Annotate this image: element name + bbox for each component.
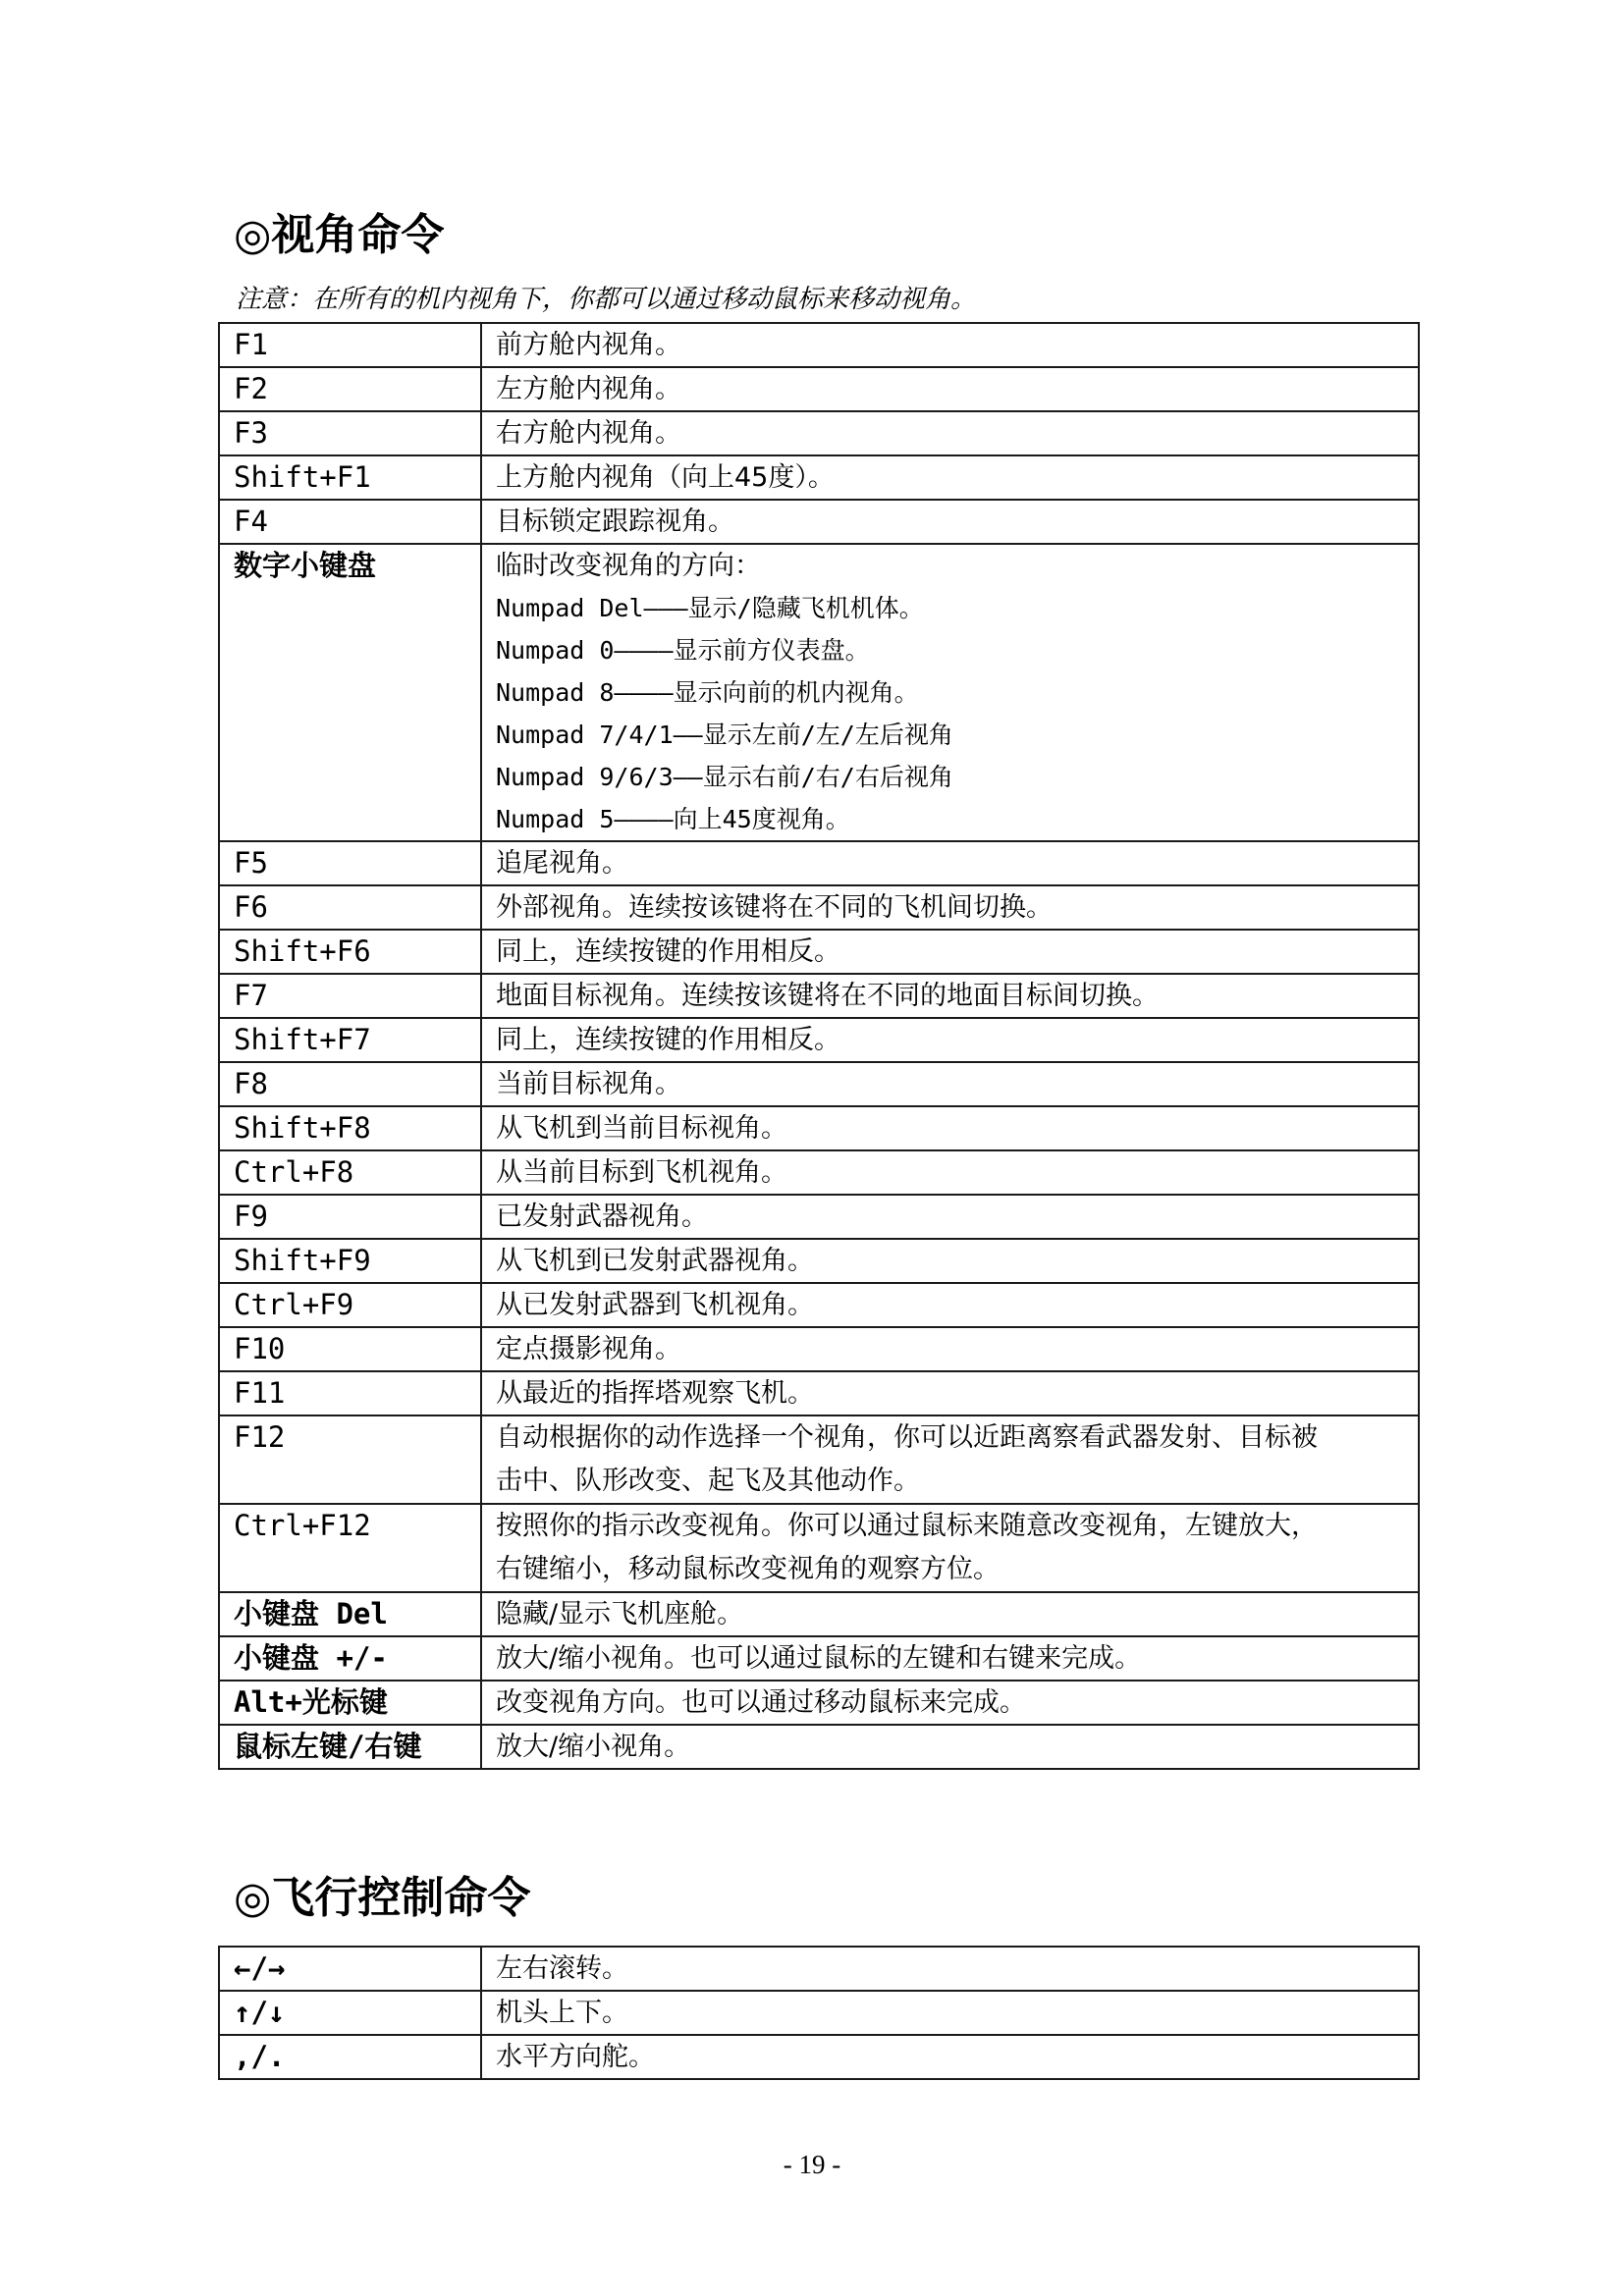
desc-cell: 隐藏/显示飞机座舱。 bbox=[481, 1592, 1419, 1636]
table-row bbox=[219, 885, 1419, 930]
desc-cell: 改变视角方向。也可以通过移动鼠标来完成。 bbox=[481, 1681, 1419, 1725]
table-row bbox=[219, 1681, 1419, 1725]
table-row bbox=[219, 1195, 1419, 1239]
key-cell: F7 bbox=[219, 974, 481, 1018]
table-row bbox=[219, 974, 1419, 1018]
key-cell: F6 bbox=[219, 885, 481, 930]
desc-cell: 目标锁定跟踪视角。 bbox=[481, 500, 1419, 544]
desc-cell bbox=[481, 1415, 1419, 1504]
key-cell: ←/→ bbox=[219, 1947, 481, 1991]
desc-cell: 追尾视角。 bbox=[481, 841, 1419, 885]
desc-line: 击中、队形改变、起飞及其他动作。 bbox=[496, 1466, 920, 1496]
desc-line: 按照你的指示改变视角。你可以通过鼠标来随意改变视角，左键放大， bbox=[496, 1511, 1318, 1541]
numpad-line: Numpad 5————向上45度视角。 bbox=[496, 805, 850, 833]
key-cell: F8 bbox=[219, 1062, 481, 1106]
desc-cell: 已发射武器视角。 bbox=[481, 1195, 1419, 1239]
desc-cell: 同上，连续按键的作用相反。 bbox=[481, 930, 1419, 974]
table-row bbox=[219, 544, 1419, 841]
table-row bbox=[219, 2035, 1419, 2079]
key-cell: F2 bbox=[219, 367, 481, 411]
key-cell: 小键盘 Del bbox=[219, 1592, 481, 1636]
key-cell: F12 bbox=[219, 1415, 481, 1504]
key-cell: Ctrl+F12 bbox=[219, 1504, 481, 1592]
table-row bbox=[219, 1636, 1419, 1681]
view-commands-table bbox=[218, 322, 1420, 1770]
key-cell: Ctrl+F9 bbox=[219, 1283, 481, 1327]
key-cell: F1 bbox=[219, 323, 481, 367]
key-cell: Shift+F6 bbox=[219, 930, 481, 974]
table-row bbox=[219, 1239, 1419, 1283]
table-row bbox=[219, 411, 1419, 455]
key-cell: F5 bbox=[219, 841, 481, 885]
view-note: 注意：在所有的机内视角下，你都可以通过移动鼠标来移动视角。 bbox=[236, 285, 977, 314]
desc-cell: 右方舱内视角。 bbox=[481, 411, 1419, 455]
flight-control-title: ◎飞行控制命令 bbox=[234, 1873, 531, 1923]
numpad-line: Numpad 9/6/3——显示右前/右/右后视角 bbox=[496, 763, 953, 791]
desc-cell: 外部视角。连续按该键将在不同的飞机间切换。 bbox=[481, 885, 1419, 930]
desc-cell: 上方舱内视角（向上45度）。 bbox=[481, 455, 1419, 500]
view-commands-title: ◎视角命令 bbox=[234, 210, 445, 260]
table-row bbox=[219, 1150, 1419, 1195]
table-row bbox=[219, 323, 1419, 367]
flight-control-table bbox=[218, 1946, 1420, 2080]
desc-cell: 地面目标视角。连续按该键将在不同的地面目标间切换。 bbox=[481, 974, 1419, 1018]
table-row bbox=[219, 1725, 1419, 1769]
desc-cell: 机头上下。 bbox=[481, 1991, 1419, 2035]
key-cell: Ctrl+F8 bbox=[219, 1150, 481, 1195]
desc-cell: 当前目标视角。 bbox=[481, 1062, 1419, 1106]
key-cell: F11 bbox=[219, 1371, 481, 1415]
desc-cell bbox=[481, 544, 1419, 841]
desc-cell: 放大/缩小视角。也可以通过鼠标的左键和右键来完成。 bbox=[481, 1636, 1419, 1681]
desc-cell: 左方舱内视角。 bbox=[481, 367, 1419, 411]
numpad-line: Numpad 8————显示向前的机内视角。 bbox=[496, 678, 919, 707]
table-row bbox=[219, 1371, 1419, 1415]
table-row bbox=[219, 1592, 1419, 1636]
key-cell: 小键盘 +/- bbox=[219, 1636, 481, 1681]
desc-cell: 从飞机到当前目标视角。 bbox=[481, 1106, 1419, 1150]
numpad-line: Numpad Del———显示/隐藏飞机机体。 bbox=[496, 594, 924, 622]
table-row bbox=[219, 1504, 1419, 1592]
table-row bbox=[219, 500, 1419, 544]
page-number: - 19 - bbox=[783, 2150, 841, 2179]
key-cell: 数字小键盘 bbox=[219, 544, 481, 841]
key-cell: F10 bbox=[219, 1327, 481, 1371]
table-row bbox=[219, 1106, 1419, 1150]
table-row bbox=[219, 1991, 1419, 2035]
desc-cell: 前方舱内视角。 bbox=[481, 323, 1419, 367]
key-cell: F4 bbox=[219, 500, 481, 544]
table-row bbox=[219, 1947, 1419, 1991]
key-cell: Alt+光标键 bbox=[219, 1681, 481, 1725]
desc-cell: 放大/缩小视角。 bbox=[481, 1725, 1419, 1769]
desc-cell: 从飞机到已发射武器视角。 bbox=[481, 1239, 1419, 1283]
desc-line: 临时改变视角的方向： bbox=[496, 551, 761, 581]
numpad-line: Numpad 7/4/1——显示左前/左/左后视角 bbox=[496, 721, 953, 749]
table-row bbox=[219, 1415, 1419, 1504]
table-row bbox=[219, 841, 1419, 885]
key-cell: 鼠标左键/右键 bbox=[219, 1725, 481, 1769]
desc-cell: 同上，连续按键的作用相反。 bbox=[481, 1018, 1419, 1062]
table-row bbox=[219, 1327, 1419, 1371]
key-cell: ↑/↓ bbox=[219, 1991, 481, 2035]
numpad-line: Numpad 0————显示前方仪表盘。 bbox=[496, 636, 870, 665]
table-row bbox=[219, 367, 1419, 411]
desc-cell: 定点摄影视角。 bbox=[481, 1327, 1419, 1371]
table-row bbox=[219, 1062, 1419, 1106]
desc-line: 右键缩小，移动鼠标改变视角的观察方位。 bbox=[496, 1554, 1000, 1584]
desc-cell: 水平方向舵。 bbox=[481, 2035, 1419, 2079]
desc-line: 自动根据你的动作选择一个视角，你可以近距离察看武器发射、目标被 bbox=[496, 1422, 1318, 1453]
table-row bbox=[219, 1018, 1419, 1062]
desc-cell: 左右滚转。 bbox=[481, 1947, 1419, 1991]
key-cell: ,/. bbox=[219, 2035, 481, 2079]
key-cell: Shift+F7 bbox=[219, 1018, 481, 1062]
key-cell: F3 bbox=[219, 411, 481, 455]
desc-cell bbox=[481, 1504, 1419, 1592]
table-row bbox=[219, 930, 1419, 974]
desc-cell: 从已发射武器到飞机视角。 bbox=[481, 1283, 1419, 1327]
key-cell: Shift+F8 bbox=[219, 1106, 481, 1150]
table-row bbox=[219, 1283, 1419, 1327]
desc-cell: 从当前目标到飞机视角。 bbox=[481, 1150, 1419, 1195]
key-cell: Shift+F1 bbox=[219, 455, 481, 500]
key-cell: F9 bbox=[219, 1195, 481, 1239]
key-cell: Shift+F9 bbox=[219, 1239, 481, 1283]
desc-cell: 从最近的指挥塔观察飞机。 bbox=[481, 1371, 1419, 1415]
table-row bbox=[219, 455, 1419, 500]
